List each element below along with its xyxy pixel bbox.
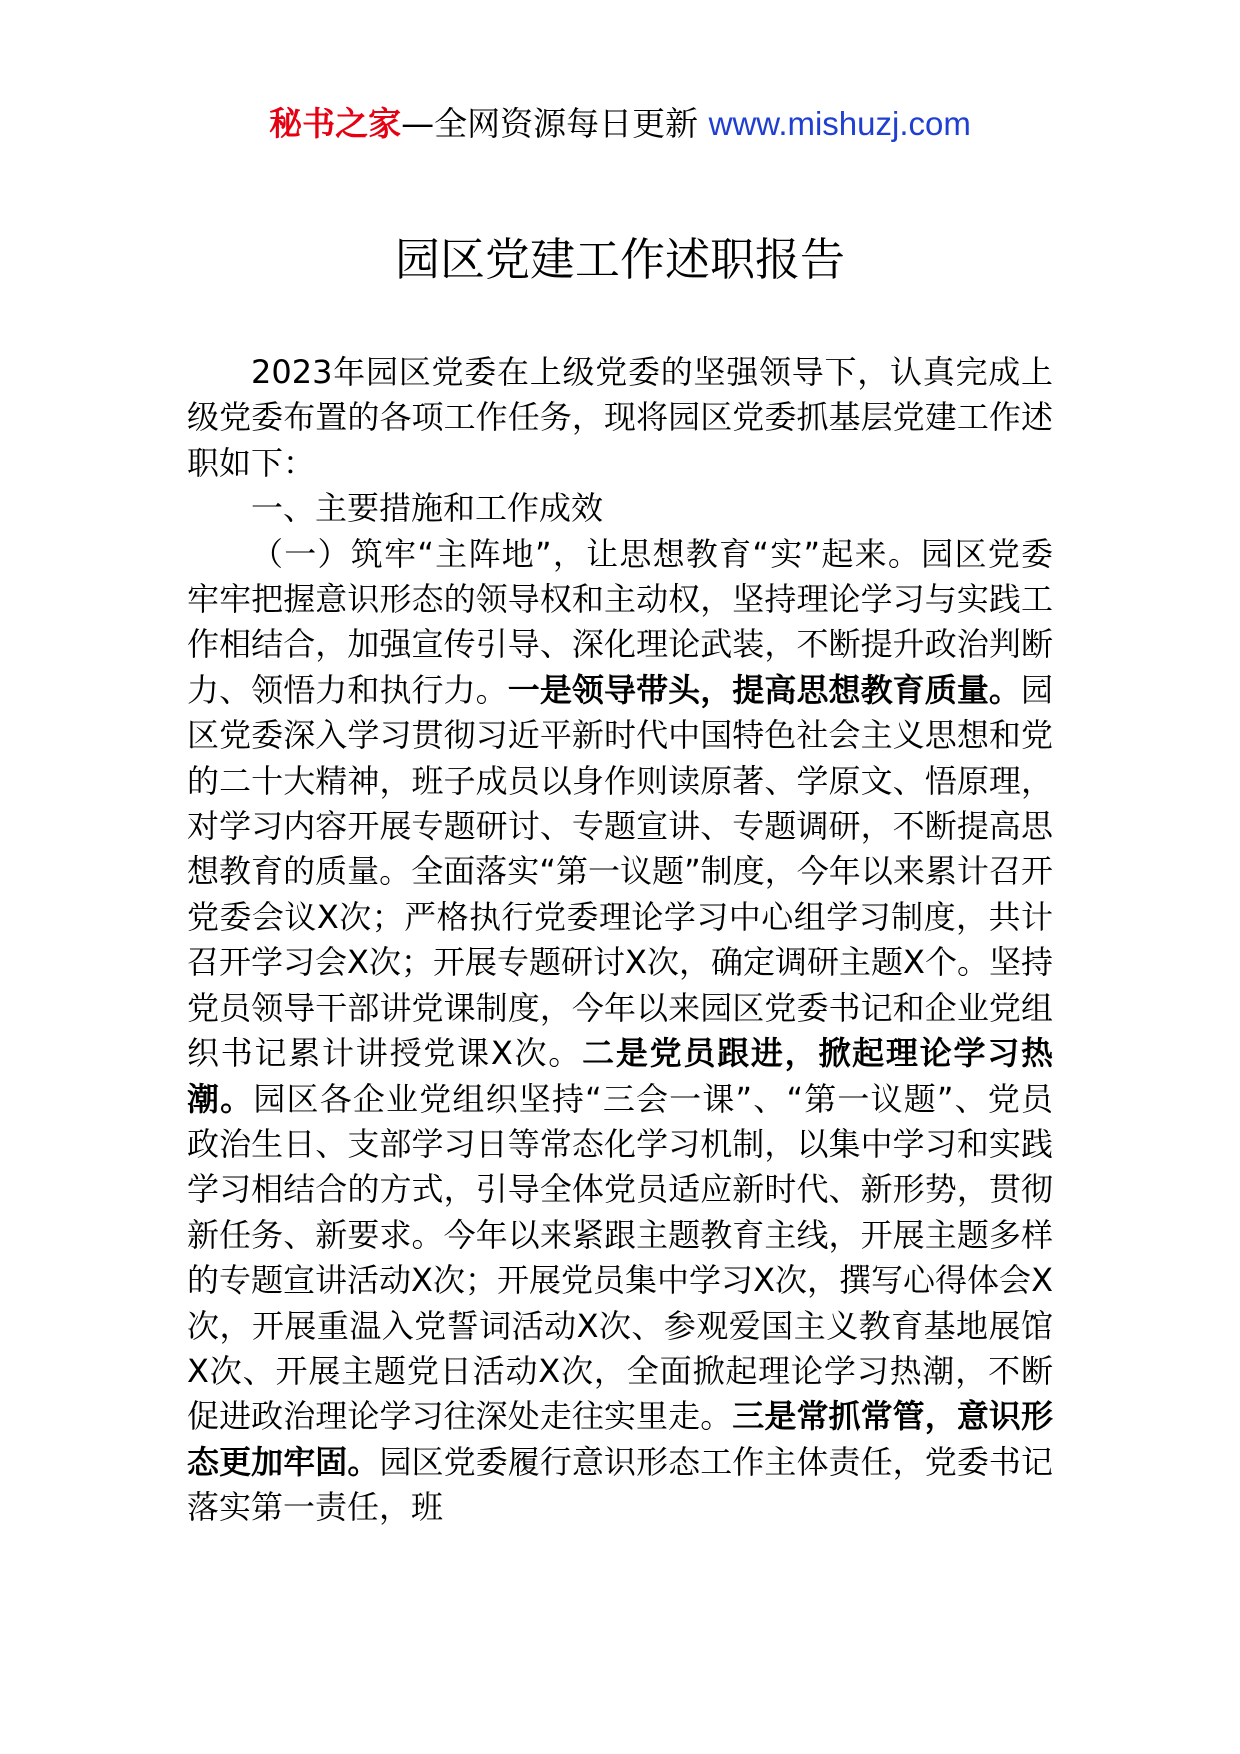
site-url[interactable]: www.mishuzj.com bbox=[708, 105, 971, 142]
document-body bbox=[187, 350, 1053, 1531]
site-header bbox=[0, 100, 1240, 148]
point-three-heading: 三是常抓常管，意识形态更加牢固。 bbox=[187, 1397, 1053, 1481]
site-tagline: —全网资源每日更新 bbox=[401, 104, 709, 143]
point-three-text: 园区党委履行意识形态工作主体责任，党委书记落实第一责任，班 bbox=[187, 1442, 1053, 1527]
site-brand: 秘书之家 bbox=[269, 104, 402, 143]
paragraph-lead: （一）筑牢“主阵地”，让思想教育“实”起来。园区党委牢牢把握意识形态的领导权和主动权，坚持理论学习与实践工作相结合，加强宣传引导、深化理论武装，不断提升政治判断力、领悟力和执行力。 bbox=[187, 534, 1053, 709]
point-one-text: 园区党委深入学习贯彻习近平新时代中国特色社会主义思想和党的二十大精神，班子成员以身作则读原著、学原文、悟原理，对学习内容开展专题研讨、专题宣讲、专题调研，不断提高思想教育的质量。全面落实“第一议题”制度，今年以来累计召开党委会议X次；严格执行党委理论学习中心组学习制度，共计召开学习会X次；开展专题研讨X次，确定调研主题X个。坚持党员领导干部讲党课制度，今年以来园区党委书记和企业党组织书记累计讲授党课X次。 bbox=[187, 670, 1053, 1073]
section-heading: 一、主要措施和工作成效 bbox=[251, 489, 604, 528]
point-two-heading: 二是党员跟进，掀起理论学习热潮。 bbox=[187, 1034, 1053, 1118]
document-title: 园区党建工作述职报告 bbox=[394, 233, 845, 286]
point-one-heading: 一是领导带头，提高思想教育质量。 bbox=[507, 670, 1021, 709]
intro-paragraph: 2023年园区党委在上级党委的坚强领导下，认真完成上级党委布置的各项工作任务，现将园区党委抓基层党建工作述职如下： bbox=[187, 353, 1053, 482]
measures-paragraph bbox=[187, 532, 1053, 1531]
point-two-text: 园区各企业党组织坚持“三会一课”、“第一议题”、党员政治生日、支部学习日等常态化学习机制，以集中学习和实践学习相结合的方式，引导全体党员适应新时代、新形势，贯彻新任务、新要求。今年以来紧跟主题教育主线，开展主题多样的专题宣讲活动X次；开展党员集中学习X次，撰写心得体会X次，开展重温入党誓词活动X次、参观爱国主义教育基地展馆X次、开展主题党日活动X次，全面掀起理论学习热潮，不断促进政治理论学习往深处走往实里走。 bbox=[187, 1079, 1053, 1436]
